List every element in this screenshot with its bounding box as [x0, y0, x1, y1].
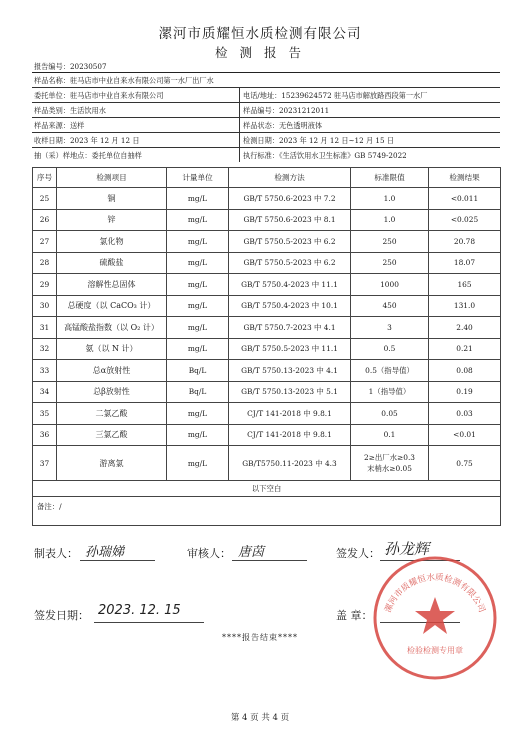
row-no: 34: [33, 381, 57, 403]
results-table: [32, 167, 501, 526]
row-no: 31: [33, 317, 57, 339]
preparer-signature: 孙瑞娣: [85, 545, 125, 560]
sample-name: 样品名称：驻马店市中业自来水有限公司第一水厂出厂水: [34, 76, 214, 85]
top-rule: [32, 72, 500, 73]
row-result: 0.21: [429, 338, 501, 360]
col-header-limit: 标准限值: [351, 168, 429, 188]
row-method: GB/T 5750.5-2023 中 6.2: [229, 252, 351, 274]
table-row: [33, 231, 501, 253]
row-limit: 1000: [351, 274, 429, 296]
row-method: GB/T 5750.13-2023 中 5.1: [229, 381, 351, 403]
row-method: GB/T 5750.7-2023 中 4.1: [229, 317, 351, 339]
sample-source: 样品来源：送样: [34, 121, 85, 130]
info-divider: [32, 147, 500, 148]
table-row: [33, 403, 501, 425]
remarks-row: [33, 497, 501, 526]
stamp-label: 盖 章：: [336, 609, 373, 622]
row-unit: mg/L: [167, 295, 229, 317]
limit-line-factory: 2≥出厂水≥0.3: [363, 453, 415, 462]
svg-text:漯河市质耀恒水质检测有限公司: 漯河市质耀恒水质检测有限公司: [383, 572, 487, 615]
row-limit: 1.0: [351, 209, 429, 231]
row-item: 氯化物: [57, 231, 167, 253]
row-result: <0.01: [429, 424, 501, 446]
info-divider: [32, 117, 500, 118]
row-limit: 1（指导值）: [351, 381, 429, 403]
row-unit: Bq/L: [167, 360, 229, 382]
remarks: 备注：/: [33, 497, 501, 526]
row-method: GB/T 5750.4-2023 中 11.1: [229, 274, 351, 296]
row-no: 30: [33, 295, 57, 317]
row-unit: mg/L: [167, 209, 229, 231]
row-no: 25: [33, 188, 57, 210]
row-method: GB/T5750.11-2023 中 4.3: [229, 446, 351, 481]
row-result: 0.19: [429, 381, 501, 403]
row-limit: 250: [351, 231, 429, 253]
row-result: 20.78: [429, 231, 501, 253]
table-row: [33, 381, 501, 403]
test-date: 检测日期：2023 年 12 月 12 日~12 月 15 日: [243, 136, 395, 145]
row-item: 总α放射性: [57, 360, 167, 382]
col-header-method: 检测方法: [229, 168, 351, 188]
row-method: GB/T 5750.4-2023 中 10.1: [229, 295, 351, 317]
row-item: 二氯乙酸: [57, 403, 167, 425]
preparer-label: 制表人：: [34, 547, 78, 560]
reviewer-signature: 唐茵: [238, 545, 265, 560]
row-limit: 3: [351, 317, 429, 339]
reviewer-label: 审核人：: [187, 547, 231, 560]
row-limit: 0.1: [351, 424, 429, 446]
sample-number: 样品编号：20231212011: [243, 106, 330, 115]
issuer-signature: 孙龙辉: [384, 540, 430, 558]
info-divider: [32, 102, 500, 103]
col-header-result: 检测结果: [429, 168, 501, 188]
row-method: CJ/T 141-2018 中 9.8.1: [229, 403, 351, 425]
table-row: [33, 209, 501, 231]
col-header-no: 序号: [33, 168, 57, 188]
row-item: 游离氯: [57, 446, 167, 481]
row-result: 0.08: [429, 360, 501, 382]
row-method: GB/T 5750.5-2023 中 11.1: [229, 338, 351, 360]
row-method: GB/T 5750.6-2023 中 7.2: [229, 188, 351, 210]
row-result: <0.025: [429, 209, 501, 231]
receive-date: 收样日期：2023 年 12 月 12 日: [34, 136, 140, 145]
blank-note-row: [33, 481, 501, 497]
row-unit: mg/L: [167, 446, 229, 481]
reviewer-underline: [232, 560, 307, 561]
row-unit: mg/L: [167, 338, 229, 360]
row-result: <0.011: [429, 188, 501, 210]
row-no: 32: [33, 338, 57, 360]
info-divider: [32, 132, 500, 133]
row-result: 18.07: [429, 252, 501, 274]
table-row: [33, 252, 501, 274]
row-unit: mg/L: [167, 403, 229, 425]
table-row: [33, 295, 501, 317]
sample-type: 样品类别：生活饮用水: [34, 106, 106, 115]
client: 委托单位：驻马店市中业自来水有限公司: [34, 91, 164, 100]
col-header-unit: 计量单位: [167, 168, 229, 188]
row-no: 33: [33, 360, 57, 382]
issue-date-label: 签发日期：: [34, 609, 89, 622]
table-row: [33, 188, 501, 210]
row-method: GB/T 5750.13-2023 中 4.1: [229, 360, 351, 382]
row-no: 29: [33, 274, 57, 296]
row-item: 氨（以 N 计）: [57, 338, 167, 360]
row-item: 总β放射性: [57, 381, 167, 403]
blank-note: 以下空白: [33, 481, 501, 497]
row-result: 131.0: [429, 295, 501, 317]
issuer-label: 签发人：: [336, 547, 380, 560]
row-limit: 0.05: [351, 403, 429, 425]
row-unit: mg/L: [167, 317, 229, 339]
table-header-row: [33, 168, 501, 188]
table-row: [33, 338, 501, 360]
row-result: 2.40: [429, 317, 501, 339]
row-no: 28: [33, 252, 57, 274]
sampling-location: 抽（采）样地点：委托单位自抽样: [34, 151, 142, 160]
row-item: 铜: [57, 188, 167, 210]
row-no: 36: [33, 424, 57, 446]
row-item: 溶解性总固体: [57, 274, 167, 296]
row-item: 三氯乙酸: [57, 424, 167, 446]
table-row: [33, 446, 501, 481]
row-item: 总硬度（以 CaCO₃ 计）: [57, 295, 167, 317]
issue-date-value: 2023. 12. 15: [98, 603, 181, 618]
row-unit: mg/L: [167, 424, 229, 446]
row-method: GB/T 5750.6-2023 中 8.1: [229, 209, 351, 231]
phone-address: 电话/地址：15239624572 驻马店市解放路西段第一水厂: [243, 91, 428, 100]
limit-line-tap: 末梢水≥0.05: [367, 464, 412, 473]
official-seal: [370, 553, 500, 683]
sample-state: 样品状态：无色透明液体: [243, 121, 323, 130]
issue-date-underline: [94, 622, 204, 623]
row-no: 27: [33, 231, 57, 253]
row-limit: 450: [351, 295, 429, 317]
report-number: 报告编号：20230507: [34, 62, 107, 71]
svg-text:检验检测专用章: 检验检测专用章: [407, 646, 463, 655]
end-note: ****报告结束****: [222, 633, 298, 642]
row-unit: mg/L: [167, 231, 229, 253]
row-no: 26: [33, 209, 57, 231]
row-limit: 1.0: [351, 188, 429, 210]
row-limit: 0.5: [351, 338, 429, 360]
row-limit: 250: [351, 252, 429, 274]
info-divider: [32, 87, 500, 88]
table-row: [33, 360, 501, 382]
row-unit: mg/L: [167, 188, 229, 210]
table-row: [33, 274, 501, 296]
execution-standard: 执行标准：《生活饮用水卫生标准》GB 5749-2022: [243, 151, 407, 160]
row-item: 高锰酸盐指数（以 O₂ 计）: [57, 317, 167, 339]
info-column-divider: [239, 87, 240, 162]
row-unit: Bq/L: [167, 381, 229, 403]
row-limit: 0.5（指导值）: [351, 360, 429, 382]
row-no: 35: [33, 403, 57, 425]
row-item: 硫酸盐: [57, 252, 167, 274]
row-no: 37: [33, 446, 57, 481]
preparer-underline: [80, 560, 155, 561]
row-item: 锌: [57, 209, 167, 231]
row-limit: [351, 446, 429, 481]
row-result: 165: [429, 274, 501, 296]
row-method: GB/T 5750.5-2023 中 6.2: [229, 231, 351, 253]
report-title: 检 测 报 告: [215, 45, 305, 60]
table-row: [33, 424, 501, 446]
row-unit: mg/L: [167, 274, 229, 296]
row-unit: mg/L: [167, 252, 229, 274]
company-name: 漯河市质耀恒水质检测有限公司: [158, 26, 362, 42]
row-result: 0.75: [429, 446, 501, 481]
row-result: 0.03: [429, 403, 501, 425]
page-number: 第 4 页 共 4 页: [230, 713, 290, 723]
table-row: [33, 317, 501, 339]
col-header-item: 检测项目: [57, 168, 167, 188]
row-method: CJ/T 141-2018 中 9.8.1: [229, 424, 351, 446]
